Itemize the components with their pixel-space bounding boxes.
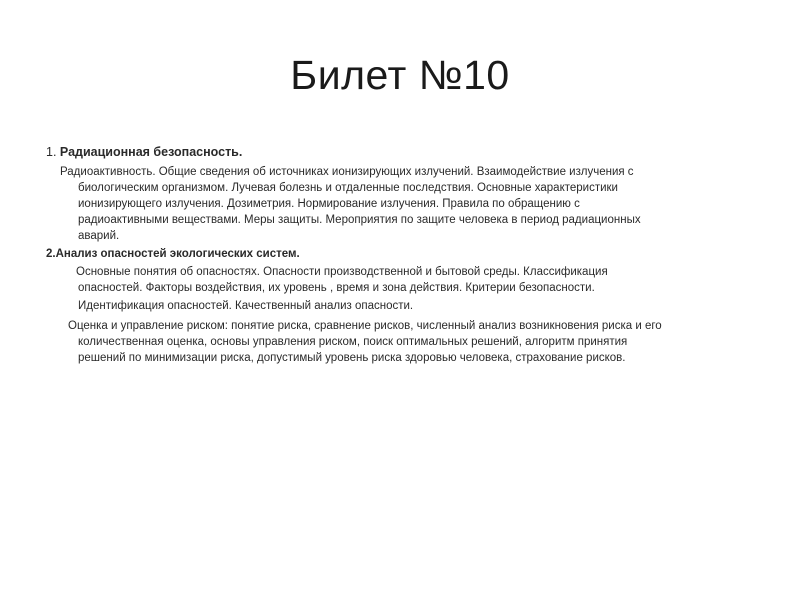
section-2-line: Основные понятия об опасностях. Опасности производственной и бытовой среды. Классификация: [76, 266, 608, 278]
section-1-line: аварий.: [78, 230, 120, 242]
section-2-heading: 2.Анализ опасностей экологических систем.: [46, 248, 300, 260]
section-2-paragraph-2: [78, 298, 718, 314]
section-1-title: Радиационная безопасность.: [56, 145, 243, 159]
section-2-line: Оценка и управление риском: понятие риска, сравнение рисков, численный анализ возникновения риска и его: [68, 320, 662, 332]
section-1-line: радиоактивными веществами. Меры защиты. Мероприятия по защите человека в период радиационных: [78, 214, 641, 226]
section-2-line: Идентификация опасностей. Качественный анализ опасности.: [78, 300, 414, 312]
section-1-number: 1.: [46, 145, 57, 159]
section-2-line: количественная оценка, основы управления риском, поиск оптимальных решений, алгоритм принятия: [78, 336, 628, 348]
section-2-paragraph-1: [78, 264, 698, 296]
section-1-line: биологическим организмом. Лучевая болезнь и отдаленные последствия. Основные характеристики: [78, 182, 618, 194]
section-1-line: ионизирующего излучения. Дозиметрия. Нормирование излучения. Правила по обращению с: [78, 198, 580, 210]
section-2-line: решений по минимизации риска, допустимый уровень риска здоровью человека, страхование рисков.: [78, 352, 626, 364]
section-1-line: Радиоактивность. Общие сведения об источниках ионизирующих излучений. Взаимодействие излучения с: [60, 166, 634, 178]
slide-title: Билет №10: [290, 52, 510, 98]
section-2-line: опасностей. Факторы воздействия, их уровень , время и зона действия. Критерии безопасности.: [78, 282, 595, 294]
section-1-heading: [46, 144, 242, 160]
section-2-paragraph-3: [68, 318, 758, 366]
section-1-text: [60, 164, 738, 244]
